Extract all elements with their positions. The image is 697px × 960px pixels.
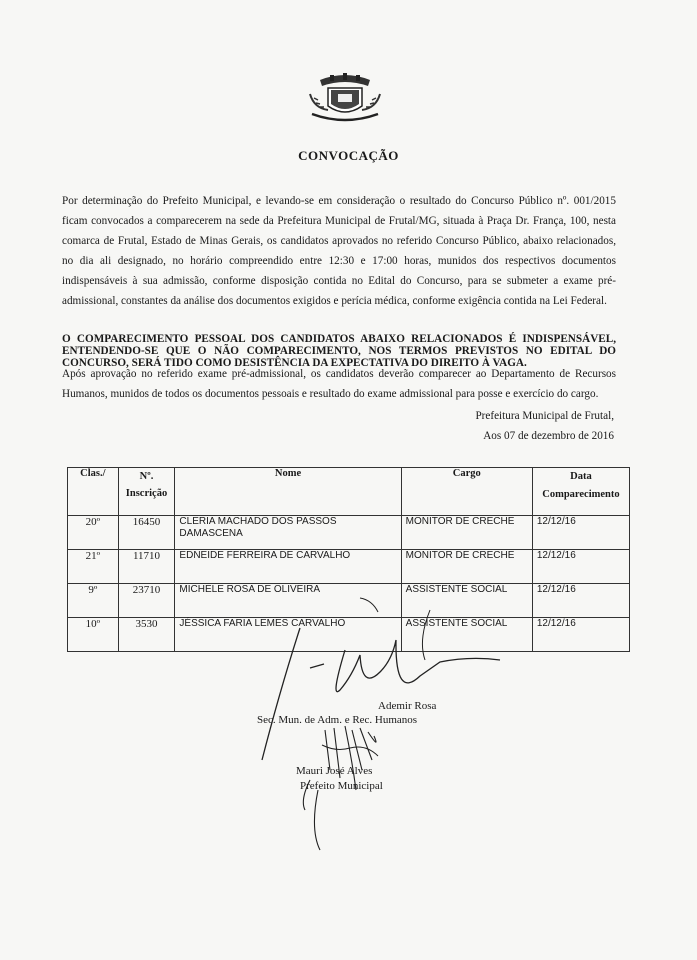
table-row xyxy=(68,550,630,584)
table-row xyxy=(68,516,630,550)
signatory-1-name: Ademir Rosa xyxy=(378,700,437,712)
cell-inscricao: 3530 xyxy=(118,618,175,652)
document-title: CONVOCAÇÃO xyxy=(298,148,399,163)
header-inscricao-top: Nº. xyxy=(139,471,154,482)
signatory-2-name: Mauri José Alves xyxy=(296,765,373,777)
header-cargo: Cargo xyxy=(401,468,532,516)
table-header-row xyxy=(68,468,630,516)
issue-date: Aos 07 de dezembro de 2016 xyxy=(483,430,614,442)
cell-cargo: ASSISTENTE SOCIAL xyxy=(401,618,532,652)
header-data-top: Data xyxy=(570,471,592,482)
table-row xyxy=(68,584,630,618)
cell-clas: 21º xyxy=(68,550,119,584)
header-inscricao-bottom: Inscrição xyxy=(125,488,168,499)
cell-nome: MICHELE ROSA DE OLIVEIRA xyxy=(175,584,401,618)
table-row xyxy=(68,618,630,652)
cell-data: 12/12/16 xyxy=(532,584,629,618)
cell-clas: 10º xyxy=(68,618,119,652)
cell-nome: EDNEIDE FERREIRA DE CARVALHO xyxy=(175,550,401,584)
cell-data: 12/12/16 xyxy=(532,550,629,584)
candidates-table xyxy=(67,467,630,652)
signatory-1-role: Sec. Mun. de Adm. e Rec. Humanos xyxy=(257,714,418,726)
cell-data: 12/12/16 xyxy=(532,618,629,652)
header-nome: Nome xyxy=(175,468,401,516)
coat-of-arms-icon xyxy=(300,72,390,124)
cell-cargo: MONITOR DE CRECHE xyxy=(401,516,532,550)
cell-nome: JÉSSICA FARIA LEMES CARVALHO xyxy=(175,618,401,652)
header-inscricao xyxy=(118,468,175,516)
issuer-place: Prefeitura Municipal de Frutal, xyxy=(475,410,614,422)
signatory-2-role: Prefeito Municipal xyxy=(300,780,383,792)
intro-paragraph: Por determinação do Prefeito Municipal, e levando-se em consideração o resultado do Concurso Público nº. 001/2015 ficam convocados a comparecerem na sede da Prefeitura Municipal de Frutal/MG, situada à Praça Dr. França, 100, nesta comarca de Frutal, Estado de Minas Gerais, os candidatos aprovados no referido Concurso Público, abaixo relacionados, no dia ali designado, no horário compreendido entre 12:30 e 17:00 horas, munidos dos respectivos documentos indispensáveis à sua admissão, conforme disposição contida no Edital do Concurso, para se submeter a exame pré-admissional, constantes da análise dos documentos exigidos e perícia médica, conforme exigência contida na Lei Federal. xyxy=(62,195,616,307)
cell-inscricao: 23710 xyxy=(118,584,175,618)
cell-nome: CLERIA MACHADO DOS PASSOS DAMASCENA xyxy=(175,516,401,550)
cell-inscricao: 11710 xyxy=(118,550,175,584)
signature-line-2 xyxy=(322,745,378,756)
cell-data: 12/12/16 xyxy=(532,516,629,550)
instructions-paragraph: Após aprovação no referido exame pré-admissional, os candidatos deverão comparecer ao Departamento de Recursos Humanos, munidos de todos os documentos pessoais e resultado do exame admissional para posse e exercício do cargo. xyxy=(62,368,616,400)
cell-inscricao: 16450 xyxy=(118,516,175,550)
emphasis-paragraph: O COMPARECIMENTO PESSOAL DOS CANDIDATOS ABAIXO RELACIONADOS É INDISPENSÁVEL, ENTENDENDO-SE QUE O NÃO COMPARECIMENTO, NOS TERMOS PREVISTOS NO EDITAL DO CONCURSO, SERÁ TIDO COMO DESISTÊNCIA DA EXPECTATIVA DO DIREITO À VAGA. xyxy=(62,333,616,369)
cell-cargo: MONITOR DE CRECHE xyxy=(401,550,532,584)
header-data-bottom: Comparecimento xyxy=(542,489,620,500)
cell-cargo: ASSISTENTE SOCIAL xyxy=(401,584,532,618)
cell-clas: 9º xyxy=(68,584,119,618)
cell-clas: 20º xyxy=(68,516,119,550)
header-clas: Clas./ xyxy=(68,468,119,516)
header-data xyxy=(532,468,629,516)
